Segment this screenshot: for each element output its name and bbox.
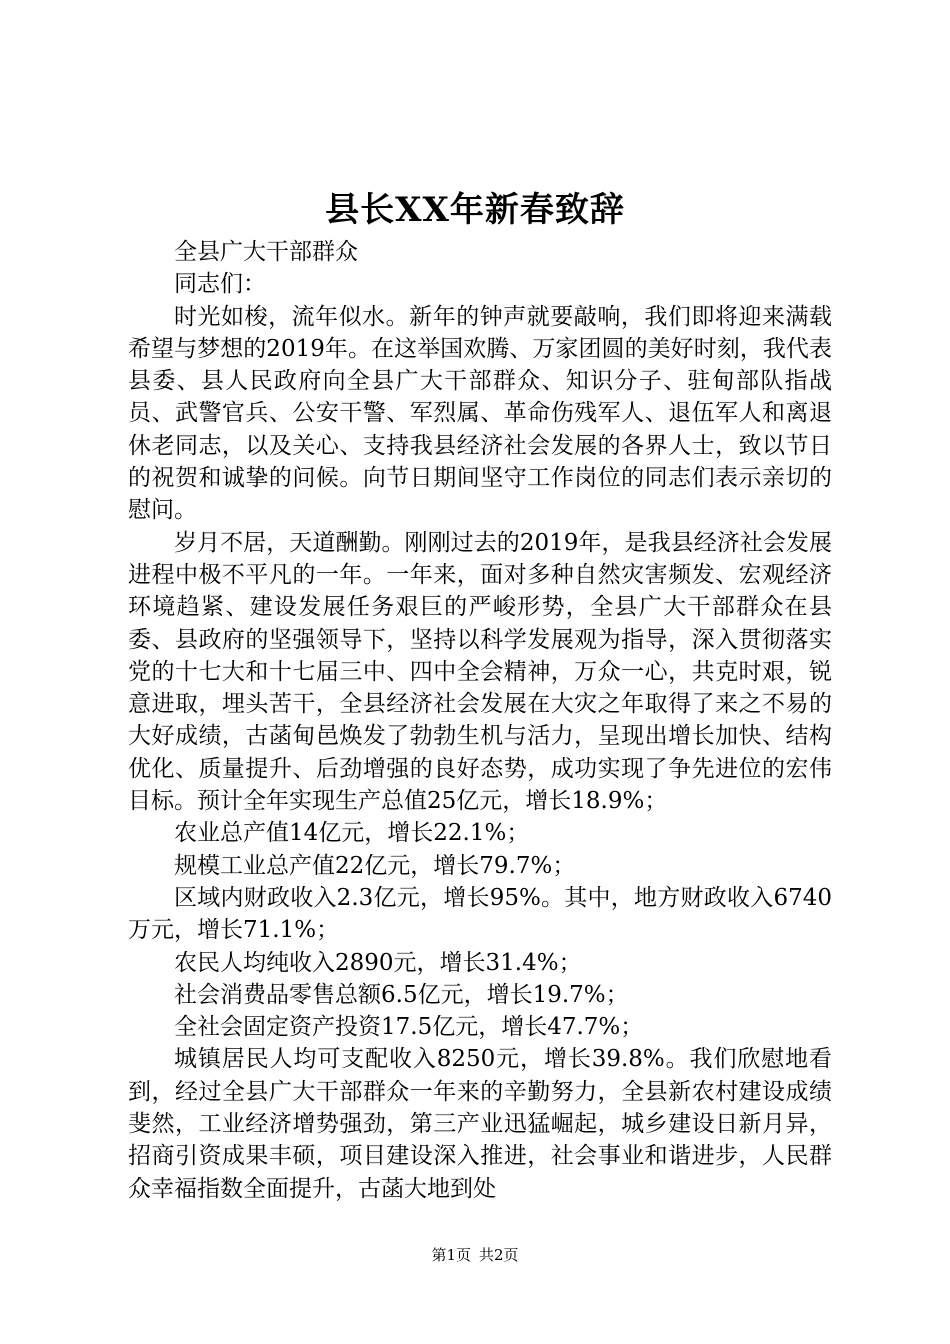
page-number: 第1页 [431,1246,471,1264]
statistic-line: 全社会固定资产投资17.5亿元，增长47.7%； [174,1014,644,1041]
statistic-line: 农业总产值14亿元，增长22.1%； [174,820,530,847]
document-title: 县长XX年新春致辞 [325,190,625,230]
body-paragraph: 城镇居民人均可支配收入8250元，增长39.8%。我们欣慰地看到，经过全县广大干部群众一年来的辛勤努力，全县新农村建设成绩斐然，工业经济增势强劲，第三产业迅猛崛起，城乡建设日新月异，招商引资成果丰硕，项目建设深入推进，社会事业和谐进步，人民群众幸福指数全面提升，古菡大地到处 [128,1046,832,1202]
statistic-line: 社会消费品零售总额6.5亿元，增长19.7%； [174,981,629,1008]
statistic-line: 区域内财政收入2.3亿元，增长95%。其中，地方财政收入6740万元，增长71.1%； [128,884,832,944]
greeting-line: 同志们： [174,271,266,298]
page-footer [0,1245,950,1265]
statistic-line: 农民人均纯收入2890元，增长31.4%； [174,949,582,976]
page-total: 共2页 [479,1246,519,1264]
document-body [128,236,832,1205]
body-paragraph: 岁月不居，天道酬勤。刚刚过去的2019年，是我县经济社会发展进程中极不平凡的一年。一年来，面对多种自然灾害频发、宏观经济环境趋紧、建设发展任务艰巨的严峻形势，全县广大干部群众在县委、县政府的坚强领导下，坚持以科学发展观为指导，深入贯彻落实党的十七大和十七届三中、四中全会精神，万众一心，共克时艰，锐意进取，埋头苦干，全县经济社会发展在大灾之年取得了来之不易的大好成绩，古菡甸邑焕发了勃勃生机与活力，呈现出增长加快、结构优化、质量提升、后劲增强的良好态势，成功实现了争先进位的宏伟目标。预计全年实现生产总值25亿元，增长18.9%； [128,529,832,815]
body-paragraph: 时光如梭，流年似水。新年的钟声就要敲响，我们即将迎来满载希望与梦想的2019年。在这举国欢腾、万家团圆的美好时刻，我代表县委、县人民政府向全县广大干部群众、知识分子、驻甸部队指战员、武警官兵、公安干警、军烈属、革命伤残军人、退伍军人和离退休老同志，以及关心、支持我县经济社会发展的各界人士，致以节日的祝贺和诚挚的问候。向节日期间坚守工作岗位的同志们表示亲切的慰问。 [128,303,832,524]
salutation-line: 全县广大干部群众 [174,239,358,265]
statistic-line: 规模工业总产值22亿元，增长79.7%； [174,852,576,879]
